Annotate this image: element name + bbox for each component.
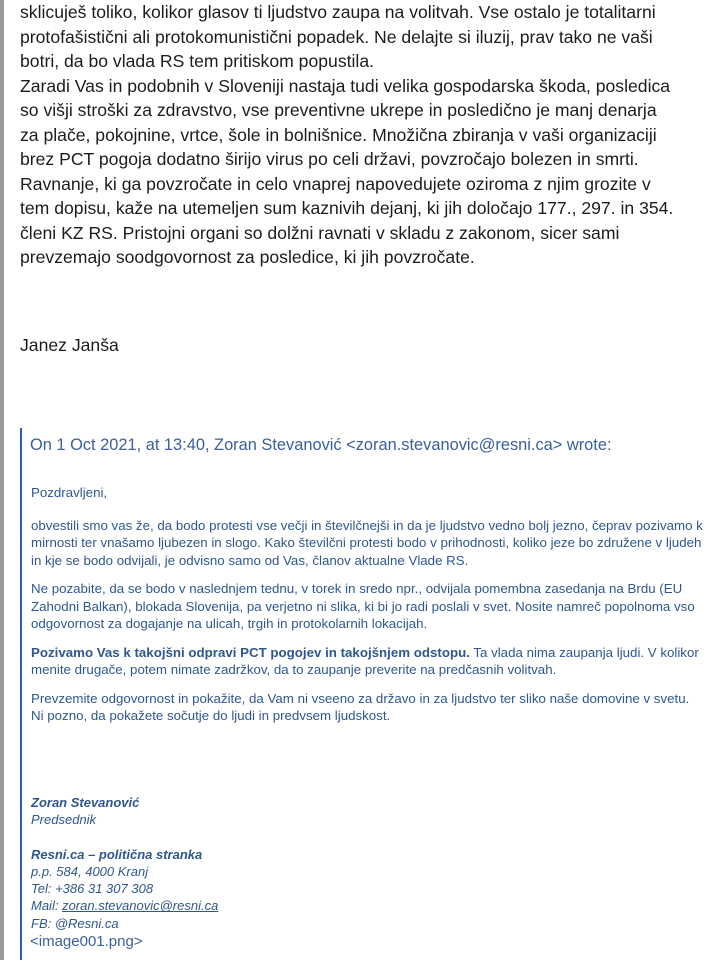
sender-mail-line	[31, 897, 218, 914]
sender-facebook: FB: @Resni.ca	[31, 915, 119, 931]
reply-signature: Janez Janša	[20, 335, 119, 355]
quoted-paragraph: Ne pozabite, da se bodo v naslednjem tednu, v torek in sredo npr., odvijala pomembna zasedanja na Brdu (EU Zahodni Balkan), blokada Slovenija, pa verjetno ni slika, ki bi jo radi poslali v svet. Nosite namreč popolnoma vso odgovornost za dogajanje na ulicah, trgih in protokolarnih lokacijah.	[31, 581, 695, 631]
reply-line: botri, da bo vlada RS tem pritiskom popustila.	[20, 51, 374, 71]
quoted-paragraph: obvestili smo vas že, da bodo protesti vse večji in številčnejši in da je ljudstvo vedno bolj jezno, čeprav pozivamo k mirnosti ter vnašamo ljubezen in slogo. Kako številčni protesti bodo v prihodnosti, koliko jeze bo združene v ljudeh in kje se bodo odvijali, je odvisno samo od Vas, članov aktualne Vlade RS.	[31, 517, 703, 568]
sender-role: Predsednik	[31, 812, 97, 828]
quoted-demand: Pozivamo Vas k takojšni odpravi PCT pogojev in takojšnjem odstopu.	[31, 644, 470, 660]
quoted-paragraph: Prevzemite odgovornost in pokažite, da Vam ni vseeno za državo in za ljudstvo ter sliko naše domovine v svetu. Ni pozno, da pokažete sočutje do ljudi in predvsem ljudskost.	[31, 690, 690, 723]
attachment-placeholder[interactable]: <image001.png>	[30, 933, 143, 950]
sender-phone: Tel: +386 31 307 308	[31, 881, 154, 897]
reply-line: brez PCT pogoja dodatno širijo virus po celi državi, povzročajo bolezen in smrti.	[20, 149, 639, 169]
quoted-email	[20, 428, 706, 960]
reply-line: prevzemajo soodgovornost za posledice, ki jih povzročate.	[20, 247, 475, 267]
sender-address: p.p. 584, 4000 Kranj	[31, 863, 149, 879]
reply-line: tem dopisu, kaže na utemeljen sum kaznivih dejanj, ki jih določajo 177., 297. in 354.	[20, 198, 674, 218]
reply-line: za plače, pokojnine, vrtce, šole in bolnišnice. Množična zbiranja v vaši organizaciji	[20, 124, 657, 145]
reply-line: so višji stroški za zdravstvo, vse preventivne ukrepe in posledično je manj denarja	[20, 100, 657, 120]
reply-line: sklicuješ toliko, kolikor glasov ti ljudstvo zaupa na volitvah. Vse ostalo je totalitarni	[20, 2, 656, 22]
quoted-demand-rest: Ta vlada nima zaupanja ljudi. V kolikor menite drugače, potem nimate zadržkov, da to zaupanje preverite na predčasnih volitvah.	[31, 644, 699, 677]
quoted-signature	[31, 794, 218, 932]
reply-body	[20, 0, 700, 270]
reply-line: protofašistični ali protokomunistični popadek. Ne delajte si iluzij, prav tako ne vaši	[20, 26, 653, 47]
sender-name: Zoran Stevanović	[31, 795, 140, 810]
left-edge-divider	[0, 0, 4, 960]
quoted-body	[31, 484, 703, 736]
reply-line: Zaradi Vas in podobnih v Sloveniji nastaja tudi velika gospodarska škoda, posledica	[20, 75, 671, 96]
sender-mail-label: Mail:	[31, 898, 63, 914]
sender-organization: Resni.ca – politična stranka	[31, 846, 203, 862]
quote-header: On 1 Oct 2021, at 13:40, Zoran Stevanović <zoran.stevanovic@resni.ca> wrote:	[30, 436, 612, 454]
sender-email-link[interactable]: zoran.stevanovic@resni.ca	[62, 898, 219, 914]
reply-line: Ravnanje, ki ga povzročate in celo vnaprej napovedujete oziroma z njim grozite v	[20, 173, 651, 194]
quoted-paragraph	[31, 644, 703, 679]
quoted-greeting: Pozdravljeni,	[31, 485, 108, 500]
reply-line: členi KZ RS. Pristojni organi so dolžni ravnati v skladu z zakonom, sicer sami	[20, 222, 620, 243]
